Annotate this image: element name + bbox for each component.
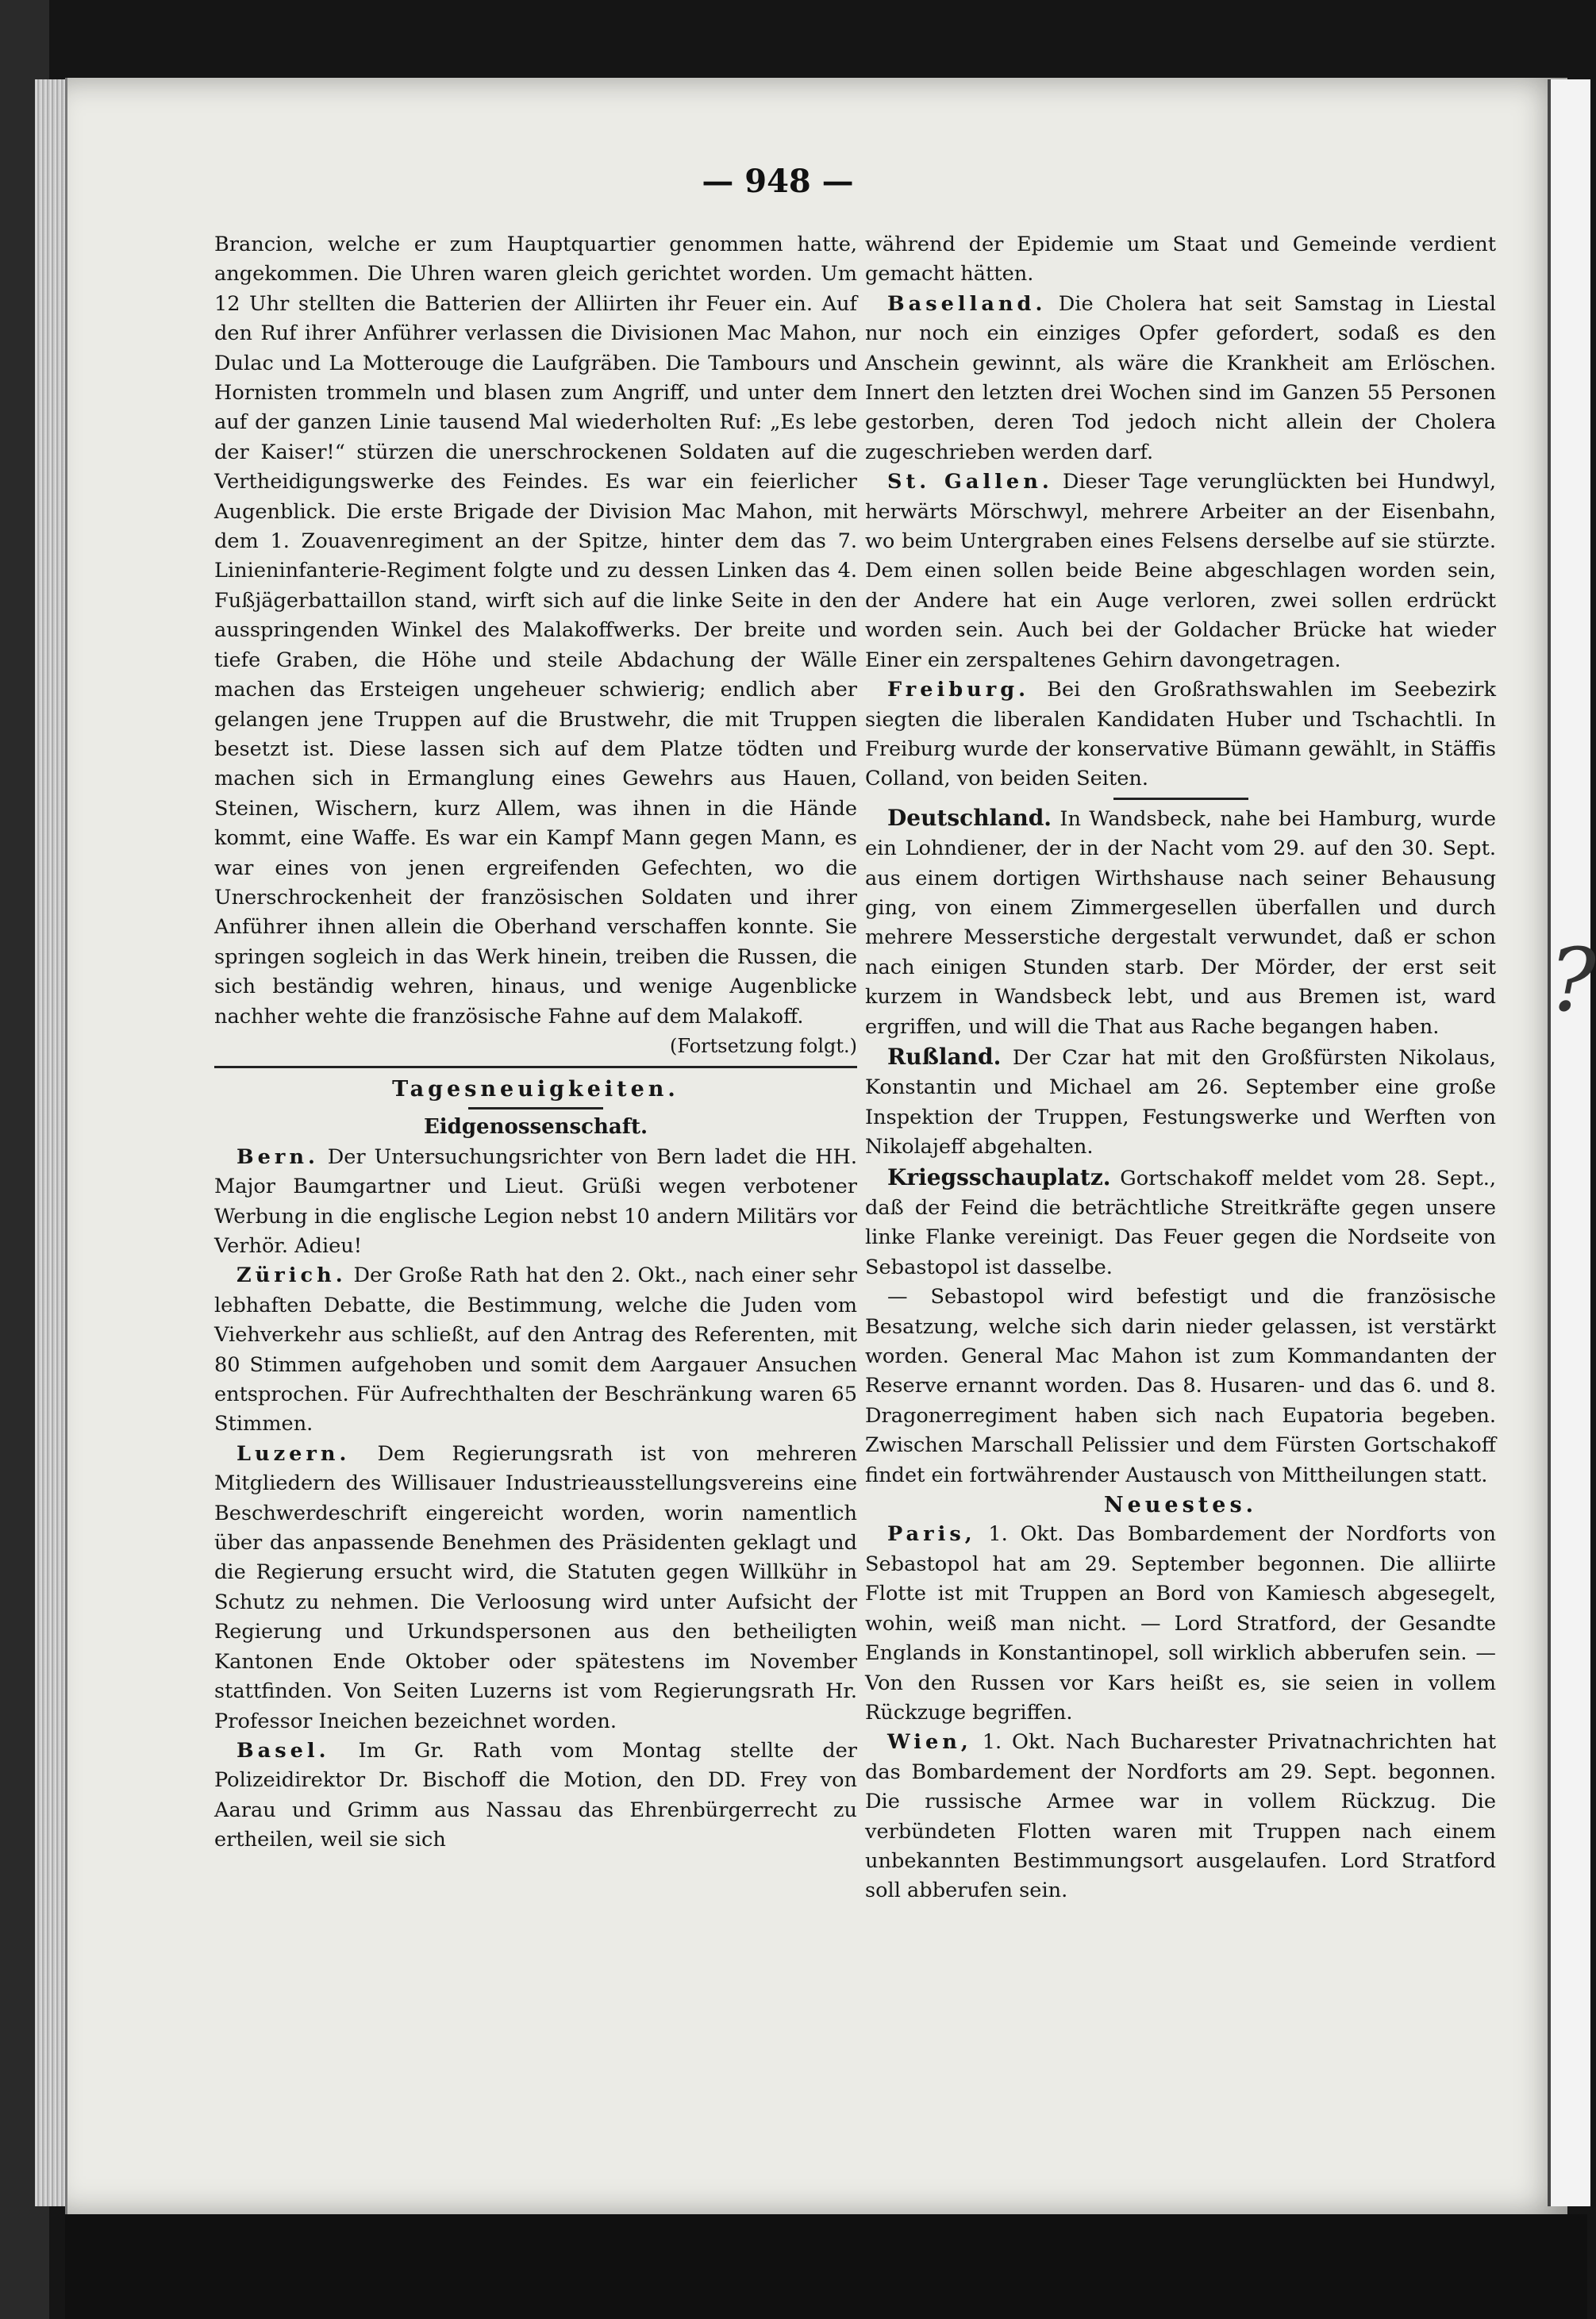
neuestes-title: Neuestes. bbox=[1103, 1493, 1258, 1518]
news-text-luzern: Dem Regierungsrath ist von mehreren Mitgliedern des Willisauer Industrieausstellungsvereins eine Beschwerdeschrift eingereicht worden, worin namentlich über das anpassende Benehmen des Präsidenten geklagt und die Regierung ersucht wird, die Statuten gegen Willkühr in Schutz zu nehmen. Die Verloosung wird unter Aufsicht der Regierung und Urkundspersonen aus den betheiligten Kantonen Ende Oktober oder spätestens im November stattfinden. Von Seiten Luzerns ist vom Regierungsrath Hr. Professor Ineichen bezeichnet worden. bbox=[214, 1441, 857, 1733]
news-text-paris: 1. Okt. Das Bombardement der Nordforts von Sebastopol hat am 29. September begonnen. Die alliirte Flotte ist mit Truppen an Bord von Kamiesch abgesegelt, wohin, weiß man nicht. — Lord Stratford, der Gesandte Englands in Konstantinopel, soll wirklich abberufen sein. — Von den Russen vor Kars heißt es, sie seien in vollem Rückzuge begriffen. bbox=[865, 1522, 1496, 1725]
facing-page-edge bbox=[1548, 79, 1596, 2206]
news-item-bern bbox=[214, 1143, 857, 1262]
news-text-bern: Der Untersuchungsrichter von Bern ladet die HH. Major Baumgartner und Lieut. Grüßi wegen verbotener Werbung in die englische Legion nebst 10 andern Militärs vor Verhör. Adieu! bbox=[214, 1144, 857, 1258]
news-item-sebastopol: — Sebastopol wird befestigt und die französische Besatzung, welche sich darin nieder gelassen, ist verstärkt worden. General Mac Mahon ist zum Kommandanten der Reserve ernannt worden. Das 8. Husaren- und das 6. und 8. Dragonerregiment haben sich nach Eupatoria begeben. Zwischen Marschall Pelissier und dem Fürsten Gortschakoff findet ein fortwährender Austausch von Mittheilungen statt. bbox=[865, 1285, 1496, 1487]
news-location-basel: Basel. bbox=[237, 1738, 330, 1763]
news-text-basel: Im Gr. Rath vom Montag stellte der Polizeidirektor Dr. Bischoff die Motion, den DD. Frey von Aarau und Grimm aus Nassau das Ehrenbürgerrecht zu ertheilen, weil sie sich bbox=[214, 1738, 857, 1852]
subsection-title: Eidgenossenschaft. bbox=[423, 1115, 648, 1140]
article-continuation: Brancion, welche er zum Hauptquartier genommen hatte, angekommen. Die Uhren waren gleich gerichtet worden. Um 12 Uhr stellten die Batterien der Alliirten ihr Feuer ein. Auf den Ruf ihrer Anführer verlassen die Divisionen Mac Mahon, Dulac und La Motterouge die Laufgräben. Die Tambours und Hornisten trommeln und blasen zum Angriff, und unter dem auf der ganzen Linie tausend Mal wiederholten Ruf: „Es lebe der Kaiser!“ stürzen die unerschrockenen Soldaten auf die Vertheidigungswerke des Feindes. Es war ein feierlicher Augenblick. Die erste Brigade der Division Mac Mahon, mit dem 1. Zouavenregiment an der Spitze, hinter dem das 7. Linieninfanterie-Regiment folgte und zu dessen Linken das 4. Fußjägerbattaillon stand, wirft sich auf die linke Seite in den ausspringenden Winkel des Malakoffwerks. Der breite und tiefe Graben, die Höhe und steile Abdachung der Wälle machen das Ersteigen ungeheuer schwierig; endlich aber gelangen jene Truppen auf die Brustwehr, die mit Truppen besetzt ist. Diese lassen sich auf dem Platze tödten und machen sich in Ermanglung eines Gewehrs aus Hauen, Steinen, Wischern, kurz Allem, was ihnen in die Hände kommt, eine Waffe. Es war ein Kampf Mann gegen Mann, es war eines von jenen ergreifenden Gefechten, wo die Unerschrockenheit der französischen Soldaten und ihrer Anführer ihnen allein die Oberhand verschaffen konnte. Sie springen sogleich in das Werk hinein, treiben die Russen, die sich beständig wehren, hinaus, und wenige Augenblicke nachher wehte die französische Fahne auf dem Malakoff. bbox=[214, 233, 857, 1029]
news-location-bern: Bern. bbox=[237, 1144, 319, 1169]
news-item-kriegsschauplatz bbox=[865, 1163, 1496, 1283]
news-item-russland bbox=[865, 1042, 1496, 1163]
news-location-freiburg: Freiburg. bbox=[887, 678, 1030, 702]
news-text-russland: Der Czar hat mit den Großfürsten Nikolaus, Konstantin und Michael am 26. September eine große Inspektion der Truppen, Festungswerke und Werften von Nikolajeff abgehalten. bbox=[865, 1045, 1496, 1160]
news-location-stgallen: St. Gallen. bbox=[887, 470, 1053, 494]
news-location-wien: Wien, bbox=[887, 1730, 972, 1755]
facing-page-handwriting-mark: ? bbox=[1549, 929, 1596, 1031]
news-item-freiburg bbox=[865, 675, 1496, 794]
news-text-stgallen: Dieser Tage verunglückten bei Hundwyl, herwärts Mörschwyl, mehrere Arbeiter an der Eisenbahn, wo beim Untergraben eines Felsens derselbe auf sie stürzte. Dem einen sollen beide Beine abgeschlagen worden sein, der Andere hat ein Auge verloren, zwei sollen erdrückt worden sein. Auch bei der Goldacher Brücke hat wieder Einer ein zerspaltenes Gehirn davongetragen. bbox=[865, 470, 1496, 672]
news-location-luzern: Luzern. bbox=[237, 1441, 351, 1466]
left-column bbox=[214, 230, 857, 1856]
news-item-zuerich bbox=[214, 1261, 857, 1439]
news-text-freiburg: Bei den Großrathswahlen im Seebezirk siegten die liberalen Kandidaten Huber und Tschachtli. In Freiburg wurde der konservative Bümann gewählt, in Stäffis Colland, von beiden Seiten. bbox=[865, 678, 1497, 791]
news-text-deutschland: In Wandsbeck, nahe bei Hamburg, wurde ein Lohndiener, der in der Nacht vom 29. auf den 30. Sept. aus einem dortigen Wirthshause nach seiner Behausung ging, von einem Zimmergesellen überfallen und durch mehrere Messerstiche dergestalt verwundet, daß er schon nach einigen Stunden starb. Der Mörder, der erst seit kurzem in Wandsbeck lebt, und aus Bremen ist, ward ergriffen, und will die That aus Rache begangen haben. bbox=[865, 806, 1496, 1039]
news-item-paris bbox=[865, 1520, 1496, 1728]
page-number: — 948 — bbox=[702, 163, 854, 200]
section-title: Tagesneuigkeiten. bbox=[392, 1076, 679, 1102]
news-item-baselland bbox=[865, 290, 1496, 467]
news-text-zuerich: Der Große Rath hat den 2. Okt., nach einer sehr lebhaften Debatte, die Bestimmung, welche die Juden vom Viehverkehr aus schließt, auf den Antrag des Referenten, mit 80 Stimmen aufgehoben und somit dem Aargauer Ansuchen entsprochen. Für Aufrechthalten der Beschränkung waren 65 Stimmen. bbox=[214, 1263, 857, 1436]
bottom-dark-margin bbox=[65, 2214, 1587, 2319]
news-item-wien bbox=[865, 1728, 1496, 1906]
continued-note: (Fortsetzung folgt.) bbox=[670, 1034, 857, 1057]
news-text-baselland: Die Cholera hat seit Samstag in Liestal nur noch ein einziges Opfer gefordert, sodaß es den Anschein gewinnt, als wäre die Krankheit am Erlöschen. Innert den letzten drei Wochen sind im Ganzen 55 Personen gestorben, deren Tod jedoch nicht allein der Cholera zugeschrieben werden darf. bbox=[865, 291, 1496, 464]
section-divider bbox=[214, 1066, 857, 1068]
right-column bbox=[865, 230, 1496, 1906]
news-text-wien: 1. Okt. Nach Bucharester Privatnachrichten hat das Bombardement der Nordforts am 29. Sept. begonnen. Die russische Armee war in vollem Rückzug. Die verbündeten Flotten waren mit Truppen nach einem unbekannten Bestimmungsort ausgelaufen. Lord Stratford soll abberufen sein. bbox=[865, 1730, 1496, 1903]
news-item-basel bbox=[214, 1736, 857, 1856]
news-country-deutschland: Deutschland. bbox=[887, 804, 1052, 831]
news-country-russland: Rußland. bbox=[887, 1043, 1002, 1070]
short-divider bbox=[468, 1107, 603, 1110]
news-heading-kriegsschauplatz: Kriegsschauplatz. bbox=[887, 1163, 1111, 1190]
news-item-deutschland bbox=[865, 803, 1496, 1042]
short-divider bbox=[1113, 798, 1248, 800]
continued-paragraph: während der Epidemie um Staat und Gemeinde verdient gemacht hätten. bbox=[865, 233, 1496, 287]
news-location-baselland: Baselland. bbox=[887, 291, 1047, 316]
news-text-kriegsschauplatz: Gortschakoff meldet vom 28. Sept., daß der Feind die beträchtliche Streitkräfte gegen unsere linke Flanke vereinigt. Das Feuer gegen die Nordseite von Sebastopol ist dasselbe. bbox=[865, 1166, 1496, 1279]
news-item-stgallen bbox=[865, 467, 1496, 675]
news-location-zuerich: Zürich. bbox=[237, 1263, 347, 1288]
news-location-paris: Paris, bbox=[887, 1522, 976, 1547]
news-item-luzern bbox=[214, 1440, 857, 1736]
